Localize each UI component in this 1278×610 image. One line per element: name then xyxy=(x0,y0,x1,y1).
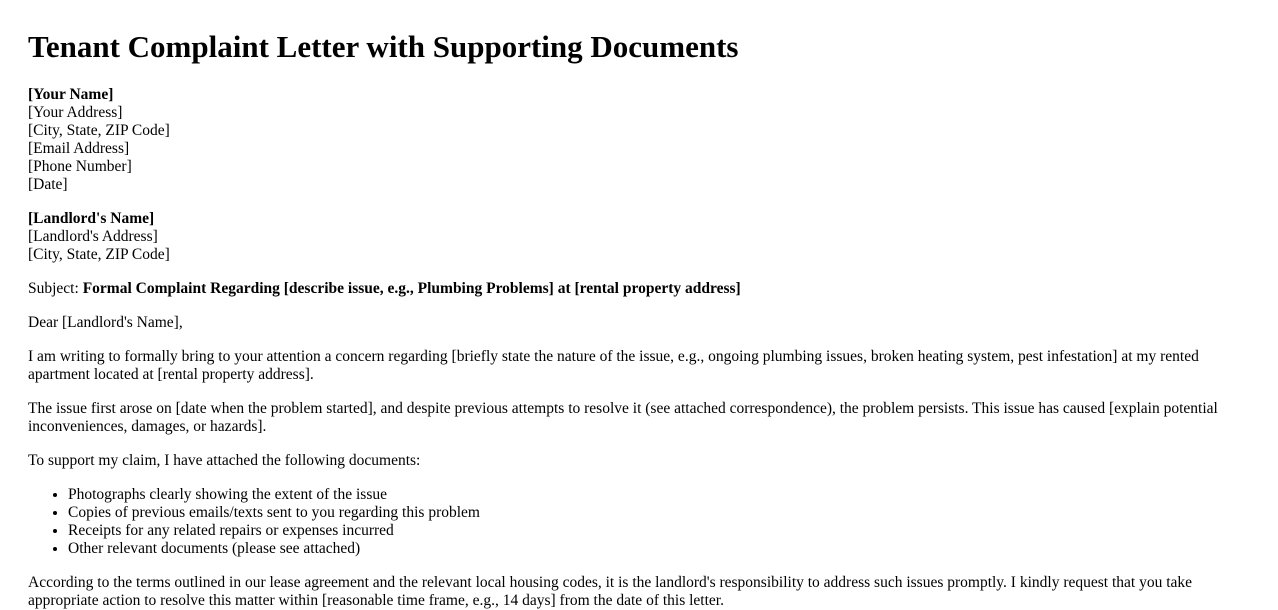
list-item: • Copies of previous emails/texts sent to you regarding this problem xyxy=(68,504,1248,522)
sender-email: [Email Address] xyxy=(28,140,130,157)
salutation-text: Dear [Landlord's Name], xyxy=(28,314,183,331)
intro-text: I am writing to formally bring to your attention a concern regarding [briefly state the nature of the issue, e.g., ongoing plumbing issues, broken heating system, pest infestation] at my rented apartment located at [rental property address]. xyxy=(28,348,1199,383)
documents-list xyxy=(28,486,1248,558)
support-intro-text: To support my claim, I have attached the following documents: xyxy=(28,452,421,469)
recipient-city-state-zip: [City, State, ZIP Code] xyxy=(28,246,170,263)
sender-phone: [Phone Number] xyxy=(28,158,132,175)
intro-paragraph xyxy=(28,348,1248,384)
list-item: • Photographs clearly showing the extent of the issue xyxy=(68,486,1248,504)
recipient-name: [Landlord's Name] xyxy=(28,210,155,227)
sender-block xyxy=(28,86,1248,194)
closing-text: According to the terms outlined in our lease agreement and the relevant local housing codes, it is the landlord's responsibility to address such issues promptly. I kindly request that you take appropriate action to resolve this matter within [reasonable time frame, e.g., 14 days] from the date of this letter. xyxy=(28,574,1193,609)
sender-address: [Your Address] xyxy=(28,104,123,121)
list-item: • Receipts for any related repairs or expenses incurred xyxy=(68,522,1248,540)
salutation xyxy=(28,314,1248,332)
subject-text: Formal Complaint Regarding [describe issue, e.g., Plumbing Problems] at [rental property address] xyxy=(82,280,741,297)
closing-paragraph xyxy=(28,574,1248,610)
recipient-block xyxy=(28,210,1248,264)
page-title: Tenant Complaint Letter with Supporting Documents xyxy=(28,29,739,64)
support-intro-paragraph xyxy=(28,452,1248,470)
history-text: The issue first arose on [date when the problem started], and despite previous attempts to resolve it (see attached correspondence), the problem persists. This issue has caused [explain potential inconveniences, damages, or hazards]. xyxy=(28,400,1218,435)
recipient-address: [Landlord's Address] xyxy=(28,228,158,245)
sender-city-state-zip: [City, State, ZIP Code] xyxy=(28,122,170,139)
history-paragraph xyxy=(28,400,1248,436)
list-item: • Other relevant documents (please see attached) xyxy=(68,540,1248,558)
sender-name: [Your Name] xyxy=(28,86,114,103)
subject-label: Subject: xyxy=(28,280,79,297)
subject-line xyxy=(28,280,1248,298)
letter-date: [Date] xyxy=(28,176,68,193)
